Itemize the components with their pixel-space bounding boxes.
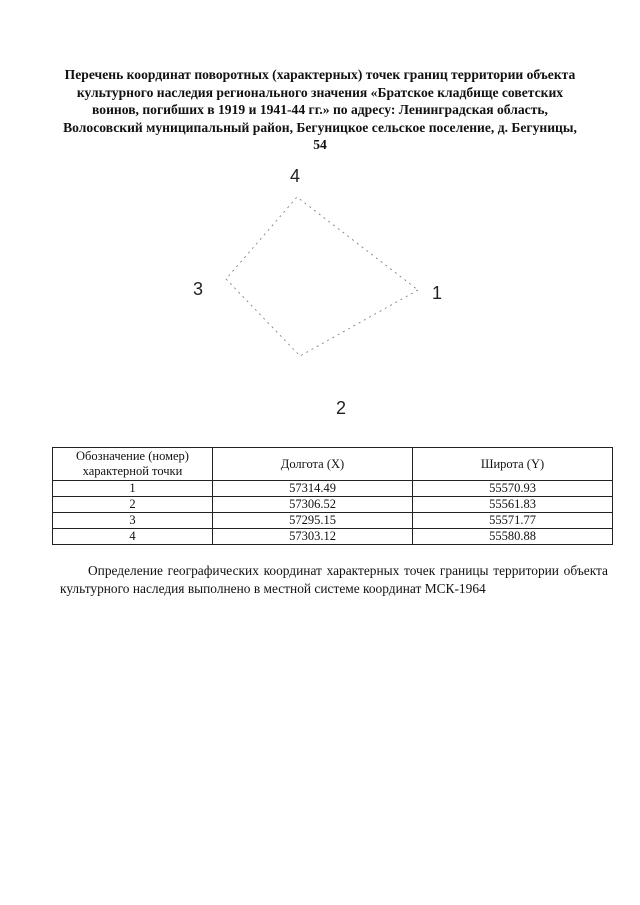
cell-x: 57314.49 <box>213 481 413 497</box>
cell-x: 57303.12 <box>213 529 413 545</box>
point-label-2: 2 <box>336 398 347 418</box>
header-longitude: Долгота (X) <box>213 448 413 481</box>
cell-x: 57306.52 <box>213 497 413 513</box>
cell-y: 55570.93 <box>413 481 613 497</box>
table-row <box>53 481 613 497</box>
cell-x: 57295.15 <box>213 513 413 529</box>
coordinates-table <box>52 447 613 545</box>
cell-point: 3 <box>53 513 213 529</box>
point-label-3: 3 <box>193 279 204 299</box>
cell-point: 1 <box>53 481 213 497</box>
cell-point: 4 <box>53 529 213 545</box>
cell-point: 2 <box>53 497 213 513</box>
cell-y: 55580.88 <box>413 529 613 545</box>
point-label-1: 1 <box>432 283 443 303</box>
boundary-polygon <box>226 197 418 356</box>
table-header-row <box>53 448 613 481</box>
boundary-diagram <box>0 160 640 430</box>
header-point-number: Обозначение (номер) характерной точки <box>53 448 213 481</box>
cell-y: 55571.77 <box>413 513 613 529</box>
table-row <box>53 513 613 529</box>
table-row <box>53 497 613 513</box>
point-label-4: 4 <box>290 166 301 186</box>
table-row <box>53 529 613 545</box>
cell-y: 55561.83 <box>413 497 613 513</box>
coordinate-system-note: Определение географических координат характерных точек границы территории объекта культурного наследия выполнено в местной системе координат МСК-1964 <box>60 563 608 596</box>
header-latitude: Широта (Y) <box>413 448 613 481</box>
document-title: Перечень координат поворотных (характерных) точек границ территории объекта культурного наследия регионального значения «Братское кладбище советских воинов, погибших в 1919 и 1941-44 гг.» по адресу: Ленинградская область, Волосовский муниципальный район, Бегуницкое сельское поселение, д. Бегуницы, 54 <box>63 67 577 153</box>
